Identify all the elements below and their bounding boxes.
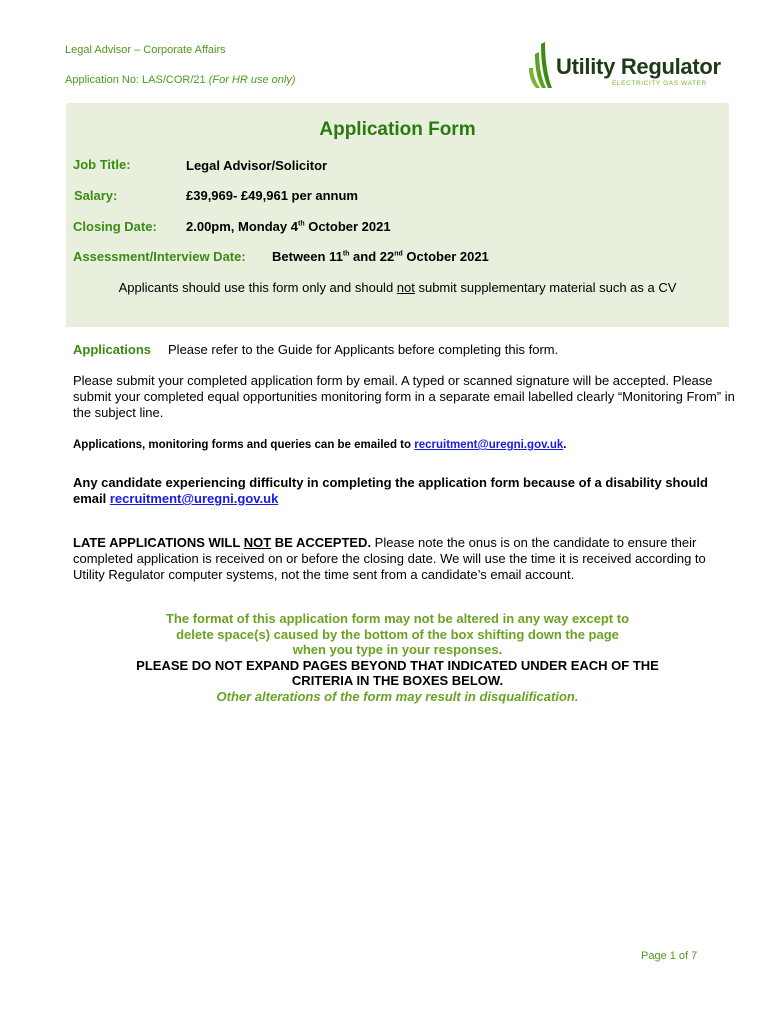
format-line-3: when you type in your responses. xyxy=(292,642,503,657)
disqualification-note: Other alterations of the form may result in disqualification. xyxy=(216,688,579,704)
format-line-2: delete space(s) caused by the bottom of the box shifting down the page xyxy=(176,626,619,642)
hr-note: (For HR use only) xyxy=(208,74,296,86)
assessment-date-value: Between 11th and 22nd October 2021 xyxy=(272,249,489,264)
utility-regulator-logo xyxy=(526,42,726,90)
applications-text: Please refer to the Guide for Applicants before completing this form. xyxy=(168,342,559,357)
logo-tagline: ELECTRICITY GAS WATER xyxy=(612,80,707,87)
salary-value: £39,969- £49,961 per annum xyxy=(186,188,358,203)
expand-line-1: PLEASE DO NOT EXPAND PAGES BEYOND THAT INDICATED UNDER EACH OF THE xyxy=(136,657,659,673)
application-form-box xyxy=(66,103,729,327)
emailed-paragraph: Applications, monitoring forms and queries can be emailed to recruitment@uregni.gov.uk. xyxy=(73,439,567,451)
late-applications-paragraph: LATE APPLICATIONS WILL NOT BE ACCEPTED. Please note the onus is on the candidate to ensure their completed application is received on or before the closing date. We will use the time it is received according to Utility Regulator computer systems, not the time sent from a candidate’s email account. xyxy=(73,535,706,582)
logo-mark-icon xyxy=(526,42,556,90)
applications-paragraph xyxy=(73,342,738,358)
assessment-date-label: Assessment/Interview Date: xyxy=(73,249,246,264)
closing-date-label: Closing Date: xyxy=(73,219,157,234)
expand-line-2: CRITERIA IN THE BOXES BELOW. xyxy=(291,673,504,688)
format-line-1: The format of this application form may not be altered in any way except to xyxy=(165,611,630,626)
job-title-value: Legal Advisor/Solicitor xyxy=(186,158,328,173)
format-notice xyxy=(65,611,730,704)
logo-name: Utility Regulator xyxy=(556,54,721,79)
disability-email-link[interactable]: recruitment@uregni.gov.uk xyxy=(109,491,279,506)
disability-paragraph: Any candidate experiencing difficulty in completing the application form because of a disability should email recruitment@uregni.gov.uk xyxy=(73,475,708,506)
submit-paragraph: Please submit your completed application form by email. A typed or scanned signature will be accepted. Please submit your completed equal opportunities monitoring form in a separate email labelled clearly “Monitoring From” in the subject line. xyxy=(73,373,735,420)
applications-label: Applications xyxy=(73,342,152,357)
salary-label: Salary: xyxy=(74,188,118,203)
closing-date-value: 2.00pm, Monday 4th October 2021 xyxy=(186,219,391,234)
page-number: Page 1 of 7 xyxy=(641,950,698,962)
late-warning: LATE APPLICATIONS WILL NOT BE ACCEPTED. xyxy=(73,535,372,550)
cv-note: Applicants should use this form only and should not submit supplementary material such as a CV xyxy=(118,280,677,295)
job-title-label: Job Title: xyxy=(73,157,131,172)
application-no: Application No: LAS/COR/21 xyxy=(65,74,206,86)
form-title: Application Form xyxy=(319,119,476,140)
header-role: Legal Advisor – Corporate Affairs xyxy=(65,44,226,56)
recruitment-email-link[interactable]: recruitment@uregni.gov.uk xyxy=(414,439,564,451)
header-application-no xyxy=(65,74,296,86)
